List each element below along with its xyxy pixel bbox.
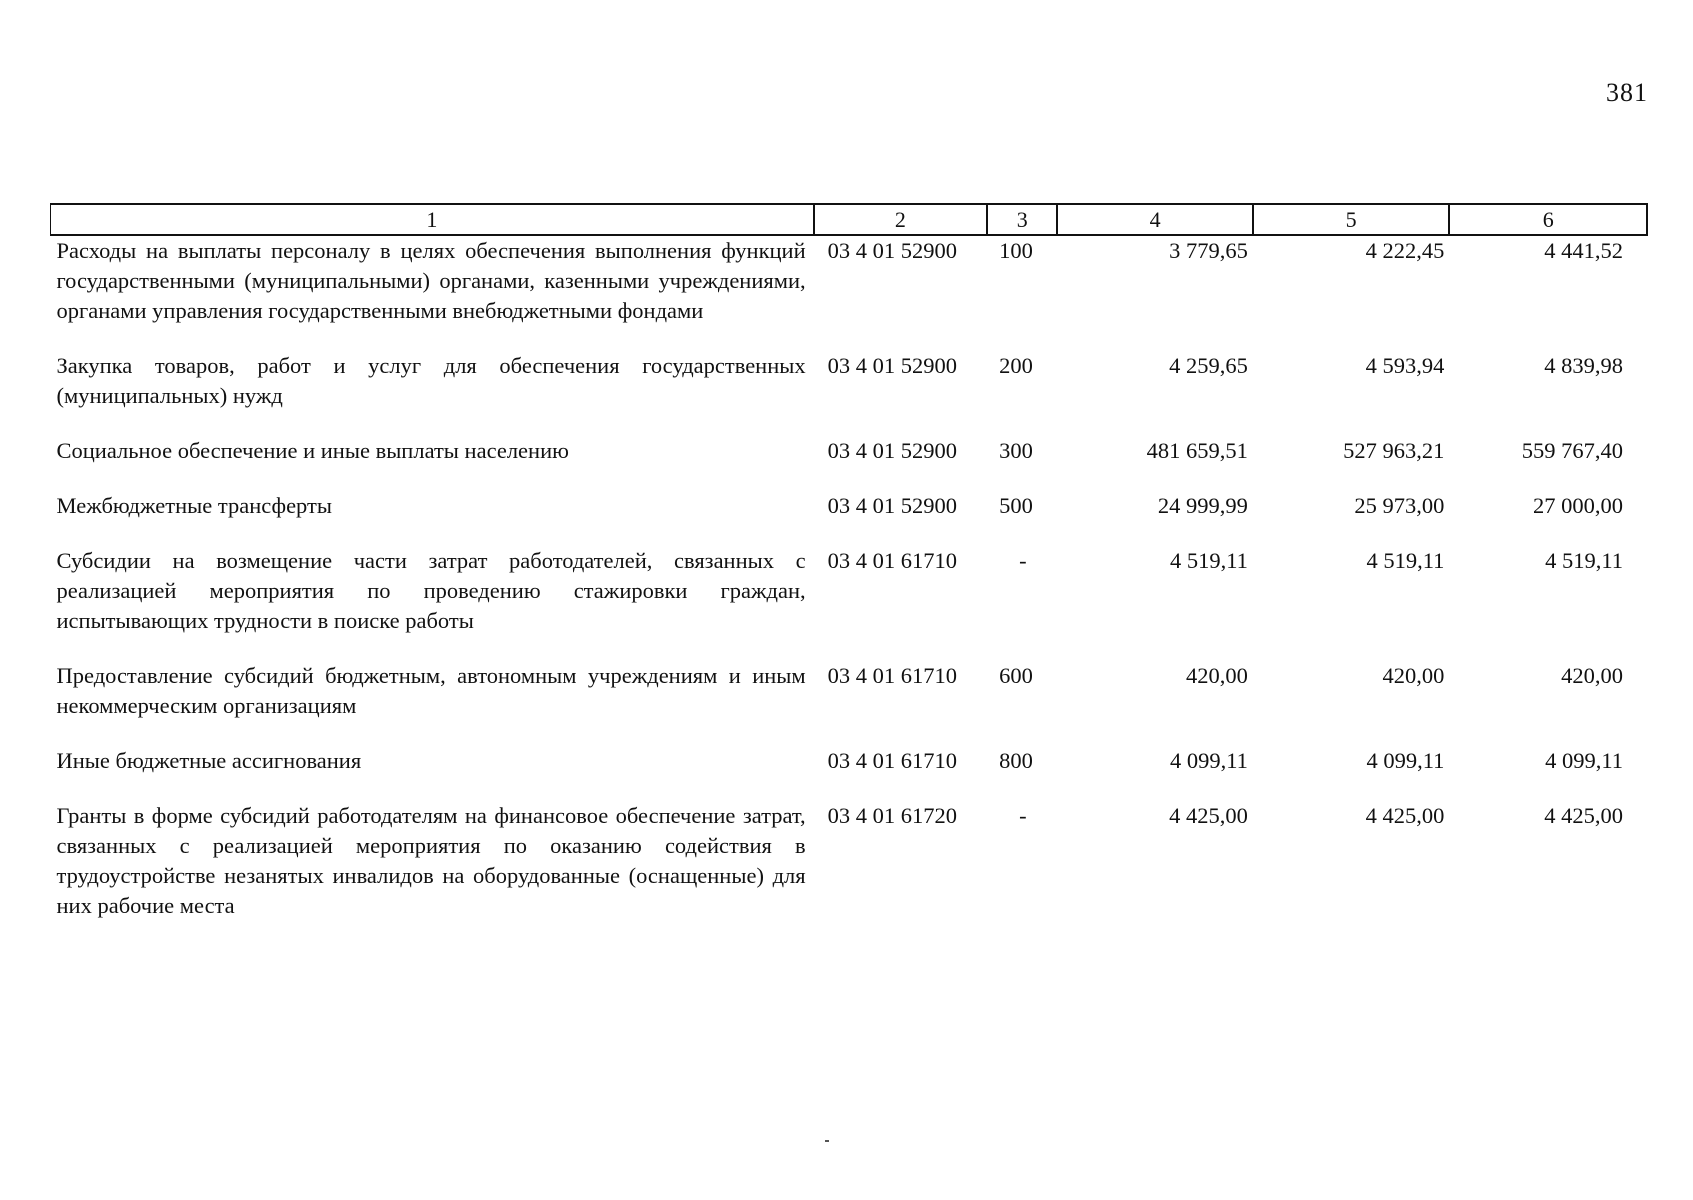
header-cell-2: 2 xyxy=(814,204,987,235)
row-value-col5: 4 593,94 xyxy=(1365,353,1445,378)
table-row xyxy=(51,746,1648,801)
table-row xyxy=(51,235,1648,351)
row-expense-type: - xyxy=(1019,548,1027,573)
row-expense-type: 500 xyxy=(999,493,1033,518)
header-row xyxy=(51,204,1648,235)
row-name: Расходы на выплаты персоналу в целях обеспечения выполнения функций государственными (муниципальными) органами, казенными учреждениями, органами управления государственными внебюджетными фондами xyxy=(56,238,806,323)
row-code: 03 4 01 61710 xyxy=(827,663,958,688)
row-name: Субсидии на возмещение части затрат работодателей, связанных с реализацией мероприятия по проведению стажировки граждан, испытывающих трудности в поиске работы xyxy=(56,548,806,633)
row-value-col4: 481 659,51 xyxy=(1146,438,1248,463)
row-value-col4: 4 259,65 xyxy=(1169,353,1248,378)
row-expense-type: 800 xyxy=(999,748,1033,773)
row-name: Межбюджетные трансферты xyxy=(56,493,332,518)
table-row xyxy=(51,661,1648,746)
row-value-col5: 420,00 xyxy=(1382,663,1445,688)
row-value-col4: 4 425,00 xyxy=(1169,803,1248,828)
row-value-col5: 4 519,11 xyxy=(1366,548,1445,573)
row-code: 03 4 01 52900 xyxy=(827,353,958,378)
row-value-col4: 24 999,99 xyxy=(1157,493,1248,518)
row-code: 03 4 01 52900 xyxy=(827,238,958,263)
row-name: Гранты в форме субсидий работодателям на финансовое обеспечение затрат, связанных с реализацией мероприятия по оказанию содействия в трудоустройстве незанятых инвалидов на оборудованные (оснащенные) для них рабочие места xyxy=(56,803,806,918)
row-expense-type: - xyxy=(1019,803,1027,828)
row-code: 03 4 01 52900 xyxy=(827,493,958,518)
header-cell-3: 3 xyxy=(987,204,1057,235)
row-expense-type: 200 xyxy=(999,353,1033,378)
row-name: Закупка товаров, работ и услуг для обеспечения государственных (муниципальных) нужд xyxy=(56,353,806,408)
page-number: 381 xyxy=(1606,78,1648,107)
scan-speck xyxy=(825,1140,829,1142)
row-value-col6: 4 099,11 xyxy=(1545,748,1623,773)
row-code: 03 4 01 61720 xyxy=(827,803,958,828)
row-value-col4: 4 519,11 xyxy=(1169,548,1248,573)
row-value-col5: 4 425,00 xyxy=(1365,803,1445,828)
table-header xyxy=(51,204,1648,235)
row-expense-type: 600 xyxy=(999,663,1033,688)
row-code: 03 4 01 61710 xyxy=(827,548,958,573)
row-value-col6: 27 000,00 xyxy=(1533,493,1623,518)
row-value-col6: 4 425,00 xyxy=(1544,803,1623,828)
row-code: 03 4 01 61710 xyxy=(827,748,958,773)
header-cell-4: 4 xyxy=(1057,204,1253,235)
row-value-col5: 527 963,21 xyxy=(1343,438,1445,463)
row-value-col4: 4 099,11 xyxy=(1169,748,1248,773)
row-name: Иные бюджетные ассигнования xyxy=(56,748,362,773)
row-value-col4: 420,00 xyxy=(1185,663,1248,688)
row-value-col6: 4 839,98 xyxy=(1544,353,1623,378)
table-body xyxy=(51,235,1648,946)
row-name: Предоставление субсидий бюджетным, автономным учреждениям и иным некоммерческим организациям xyxy=(56,663,806,718)
table-row xyxy=(51,491,1648,546)
row-value-col5: 4 222,45 xyxy=(1365,238,1445,263)
row-value-col6: 420,00 xyxy=(1561,663,1623,688)
row-value-col5: 4 099,11 xyxy=(1366,748,1445,773)
row-value-col4: 3 779,65 xyxy=(1169,238,1248,263)
table-row xyxy=(51,546,1648,661)
row-expense-type: 100 xyxy=(999,238,1033,263)
budget-table xyxy=(50,203,1648,946)
header-cell-6: 6 xyxy=(1449,204,1647,235)
table-row xyxy=(51,351,1648,436)
table-row xyxy=(51,801,1648,946)
row-expense-type: 300 xyxy=(999,438,1033,463)
row-code: 03 4 01 52900 xyxy=(827,438,958,463)
row-value-col6: 559 767,40 xyxy=(1521,438,1623,463)
row-name: Социальное обеспечение и иные выплаты населению xyxy=(56,438,569,463)
header-cell-5: 5 xyxy=(1253,204,1450,235)
header-cell-1: 1 xyxy=(51,204,814,235)
row-value-col5: 25 973,00 xyxy=(1354,493,1445,518)
row-value-col6: 4 519,11 xyxy=(1545,548,1623,573)
table-row xyxy=(51,436,1648,491)
row-value-col6: 4 441,52 xyxy=(1544,238,1623,263)
